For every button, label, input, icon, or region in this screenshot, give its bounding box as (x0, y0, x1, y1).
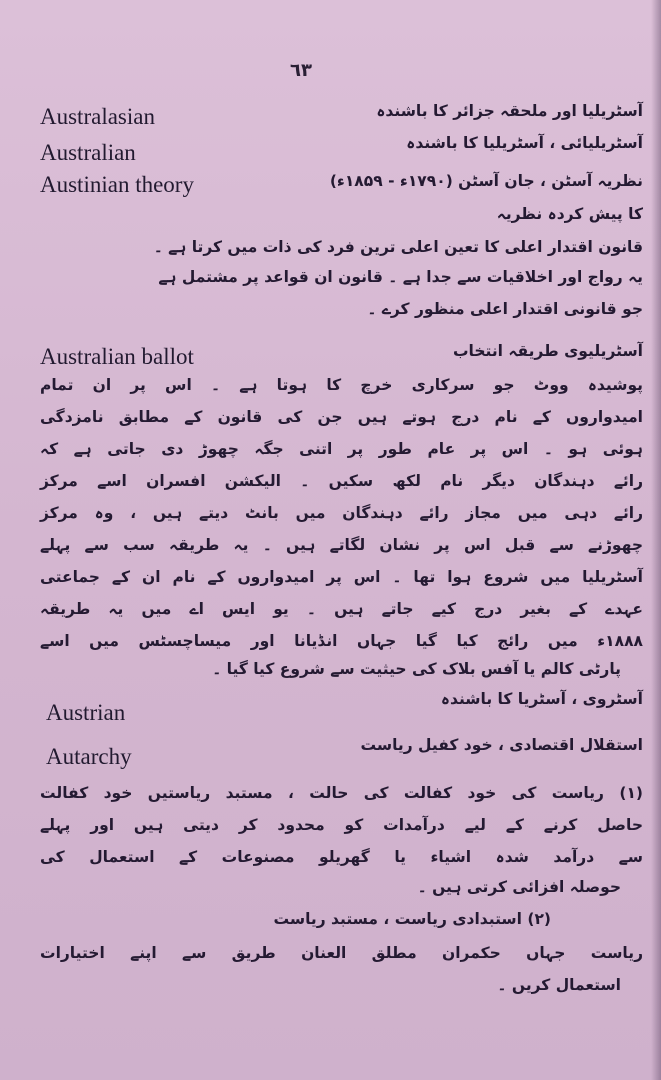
meaning-austinian-line: کا پیش کردہ نظریہ (496, 205, 643, 223)
ballot-text-line: رائے دہی میں مجاز رائے دہندگان میں بانٹ دیتے ہیں ، وہ مرکز (40, 504, 643, 522)
ballot-text-line: پوشیدہ ووٹ جو سرکاری خرچ کا ہوتا ہے ۔ اس پر ان تمام (40, 376, 643, 394)
meaning-australasian: آسٹریلیا اور ملحقہ جزائر کا باشندہ (376, 102, 643, 120)
ballot-text-line: آسٹریلیا میں شروع ہوا تھا ۔ اس پر امیدواروں کے نام ان کے جماعتی (40, 568, 643, 586)
autarchy-point2-heading: (۲) استبدادی ریاست ، مستبد ریاست (273, 910, 551, 928)
ballot-text-line: عہدے کے بغیر درج کیے جاتے ہیں ۔ یو ایس اے میں یہ طریقہ (40, 600, 643, 618)
ballot-text-line: رائے دہندگان دیگر نام لکھ سکیں ۔ الیکشن افسران اسے مرکز (40, 472, 643, 490)
term-autarchy: Autarchy (46, 744, 132, 769)
ballot-text-line: چھوڑنے سے قبل اس پر نشان لگاتے ہیں ۔ یہ طریقہ سب سے پہلے (40, 536, 643, 554)
term-australian-ballot: Australian ballot (40, 344, 194, 369)
term-austinian-theory: Austinian theory (40, 172, 194, 197)
term-austrian: Austrian (46, 700, 126, 725)
autarchy-point1-line: حوصلہ افزائی کرتی ہیں ۔ (417, 878, 621, 896)
term-australian: Australian (40, 140, 136, 165)
meaning-austinian-line: یہ رواج اور اخلاقیات سے جدا ہے ۔ قانون ان قواعد پر مشتمل ہے (158, 268, 643, 286)
page-edge-shadow (651, 0, 661, 1080)
autarchy-point1-line: (۱) ریاست کی خود کفالت کی حالت ، مستبد ریاستیں خود کفالت (40, 784, 643, 802)
autarchy-point2-line: ریاست جہاں حکمران مطلق العنان طریق سے اپنے اختیارات (40, 944, 643, 962)
heading-australian-ballot: آسٹریلیوی طریقہ انتخاب (452, 342, 643, 360)
heading-autarchy: استقلال اقتصادی ، خود کفیل ریاست (360, 736, 643, 754)
meaning-austinian-line: نظریہ آسٹن ، جان آسٹن (۱۷۹۰ء - ۱۸۵۹ء) (329, 172, 643, 190)
meaning-austinian-line: جو قانونی اقتدار اعلی منظور کرے ۔ (367, 300, 643, 318)
meaning-austrian: آسٹروی ، آسٹریا کا باشندہ (440, 690, 643, 708)
autarchy-point1-line: حاصل کرنے کے لیے درآمدات کو محدود کر دیتی ہیں اور پہلے (40, 816, 643, 834)
meaning-australian: آسٹریلیائی ، آسٹریلیا کا باشندہ (406, 134, 643, 152)
autarchy-point2-line: استعمال کریں ۔ (497, 976, 621, 994)
meaning-austinian-line: قانون اقتدار اعلی کا تعین اعلی ترین فرد کی ذات میں کرتا ہے ۔ (153, 238, 643, 256)
ballot-text-line: امیدواروں کے نام درج ہوتے ہیں جن کی قانون کے مطابق نامزدگی (40, 408, 643, 426)
page-number: ٦٣ (290, 60, 312, 81)
ballot-text-line: ۱۸۸۸ء میں رائج کیا گیا جہاں انڈیانا اور میساچسٹس میں اسے (40, 632, 643, 650)
ballot-text-line: پارٹی کالم یا آفس بلاک کی حیثیت سے شروع کیا گیا ۔ (212, 660, 621, 678)
term-australasian: Australasian (40, 104, 155, 129)
ballot-text-line: ہوئی ہو ۔ اس پر عام طور پر اتنی جگہ چھوڑ دی جاتی ہے کہ (40, 440, 643, 458)
autarchy-point1-line: سے درآمد شدہ اشیاء یا گھریلو مصنوعات کے استعمال کی (40, 848, 643, 866)
